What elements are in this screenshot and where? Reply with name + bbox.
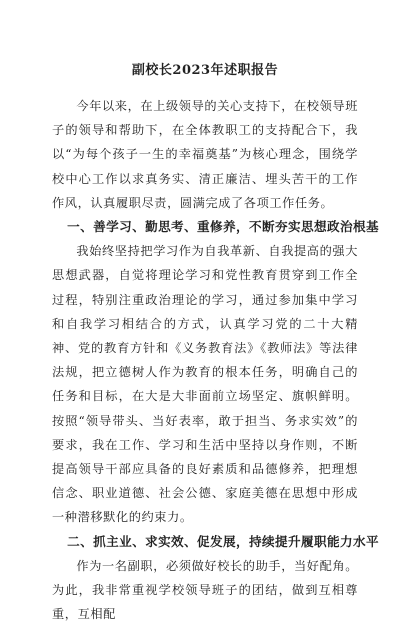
document-title: 副校长2023年述职报告 (131, 63, 279, 78)
intro-paragraph: 今年以来，在上级领导的关心支持下，在校领导班子的领导和帮助下，在全体教职工的支持配合下，我以“为每个孩子一生的幸福奠基”为核心理念，围绕学校中心工作以求真务实、清正廉洁、埋头苦干的工作作风，认真履职尽责，圆满完成了各项工作任务。 (52, 99, 358, 210)
section-2-paragraph: 作为一名副职，必须做好校长的助手，当好配角。为此，我非常重视学校领导班子的团结，做到互相尊重，互相配 (52, 558, 358, 622)
section-heading-2: 二、抓主业、求实效、促发展，持续提升履职能力水平 (67, 533, 379, 549)
section-heading-1: 一、善学习、勤思考、重修养，不断夯实思想政治根基 (67, 219, 379, 235)
section-1-paragraph: 我始终坚持把学习作为自我革新、自我提高的强大思想武器，自觉将理论学习和党性教育贯穿到工作全过程，特别注重政治理论的学习，通过参加集中学习和自我学习相结合的方式，认真学习党的二十大精神、党的教育方针和《义务教育法》《教师法》等法律法规，把立德树人作为教育的根本任务，明确自己的任务和目标，在大是大非面前立场坚定、旗帜鲜明。按照“领导带头、当好表率，敢于担当、务求实效”的要求，我在工作、学习和生活中坚持以身作则，不断提高领导干部应具备的良好素质和品德修养，把理想信念、职业道德、社会公德、家庭美德在思想中形成一种潜移默化的约束力。 (52, 244, 358, 525)
